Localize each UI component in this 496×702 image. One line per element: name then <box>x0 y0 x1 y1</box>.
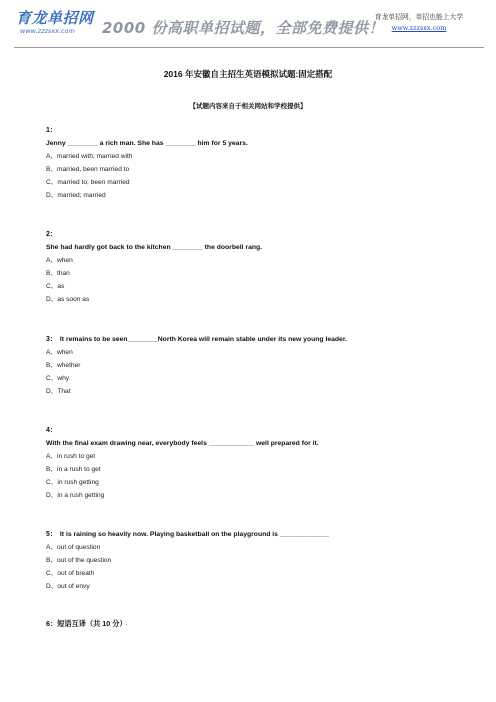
section-label: 短语互译（共 10 分） <box>57 619 124 628</box>
option-b: B、married, been married to <box>46 166 130 173</box>
brand-block <box>364 13 474 34</box>
question-stem: She had hardly got back to the kitchen ________ the doorbell rang. <box>46 244 263 251</box>
option-b: B、whether <box>46 362 81 369</box>
question-number: 4： <box>46 427 57 434</box>
question-number: 2： <box>46 231 57 238</box>
option-c: C、in rush getting <box>46 479 99 486</box>
brand-tagline: 育龙单招网，单招也能上大学 <box>374 13 464 21</box>
option-b: B、out of the question <box>46 557 112 564</box>
question-stem-line <box>46 333 466 346</box>
section-number: 6： <box>46 619 58 628</box>
question-stem: Jenny ________ a rich man. She has ________ him for 5 years. <box>46 140 248 147</box>
logo-text: 育龙单招网 <box>16 9 94 27</box>
trailing-dot: · <box>125 622 128 628</box>
question-stem: It is raining so heavily now. Playing basketball on the playground is _____________ <box>59 531 329 538</box>
option-a: A、out of question <box>46 544 101 551</box>
brand-link[interactable]: www.zzzsxx.com <box>391 24 447 32</box>
question-stem-line <box>46 528 466 541</box>
option-a: A、when <box>46 349 73 356</box>
question-4 <box>46 424 466 502</box>
document-title: 2016 年安徽自主招生英语模拟试题:固定搭配 <box>163 69 333 79</box>
option-c: C、as <box>46 283 65 290</box>
question-1 <box>46 124 466 202</box>
site-logo[interactable] <box>16 9 98 49</box>
option-d: D、as soon as <box>46 296 90 303</box>
question-number: 1： <box>46 127 57 134</box>
header-divider <box>14 47 484 48</box>
section-6-heading <box>46 619 127 629</box>
option-a: A、married with; married with <box>46 153 133 160</box>
question-5 <box>46 528 466 593</box>
option-d: D、out of envy <box>46 583 90 590</box>
option-d: D、married; married <box>46 192 106 199</box>
option-b: B、in a rush to get <box>46 466 101 473</box>
question-stem: With the final exam drawing near, everybody feels ____________ well prepared for it. <box>46 440 319 447</box>
logo-url: www.zzzsxx.com <box>20 27 75 35</box>
option-b: B、than <box>46 270 70 277</box>
option-c: C、out of breath <box>46 570 95 577</box>
option-c: C、married to; been married <box>46 179 130 186</box>
question-number: 5： <box>46 531 57 538</box>
document-note: 【试题内容来自于相关网站和学校提供】 <box>189 103 307 110</box>
header-banner <box>14 9 484 49</box>
question-stem: It remains to be seen________North Korea will remain stable under its new young leader. <box>59 336 347 343</box>
option-a: A、when <box>46 257 73 264</box>
question-3 <box>46 333 466 398</box>
option-d: D、That <box>46 388 71 395</box>
option-a: A、in rush to get <box>46 453 96 460</box>
option-d: D、in a rush getting <box>46 492 105 499</box>
option-c: C、why <box>46 375 70 382</box>
header-slogan: 2000 份高职单招试题，全部免费提供！ <box>102 19 384 37</box>
question-2 <box>46 228 466 306</box>
question-number: 3： <box>46 336 57 343</box>
